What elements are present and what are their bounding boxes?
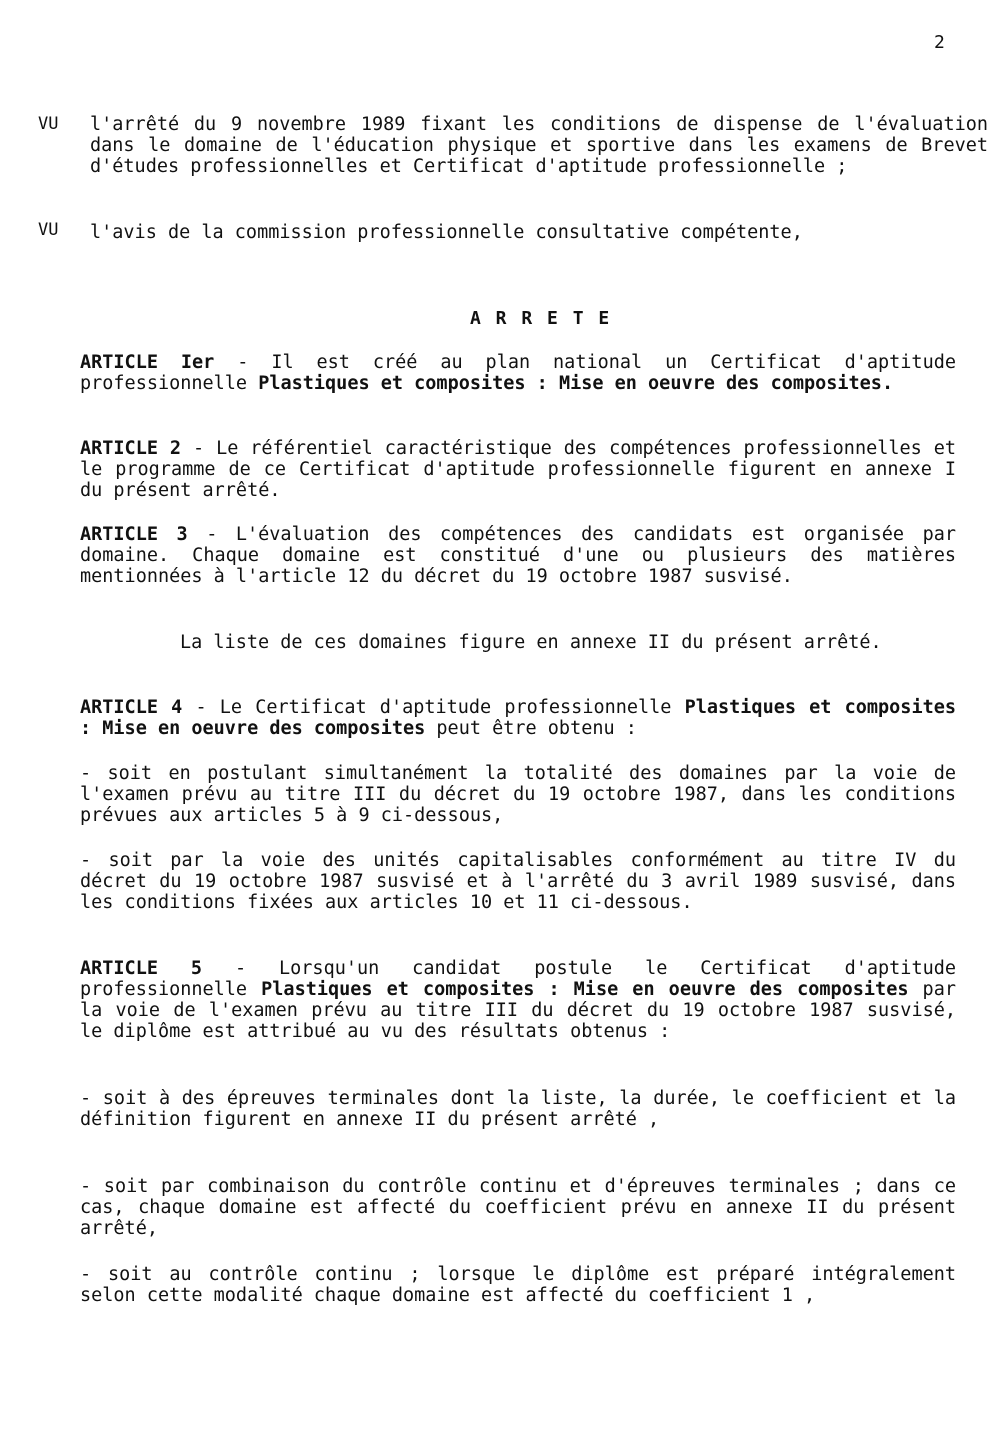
article-text: - Le référentiel caractéristique des compétences professionnelles et le programme de ce Certificat d'aptitude professionnelle figurent en annexe I du présent arrêté. <box>80 438 956 501</box>
article-label: ARTICLE 2 <box>80 438 182 459</box>
article-text: par la voie de l'examen prévu au titre III du décret du 19 octobre 1987 susvisé, le diplôme est attribué au vu des résultats obtenus : <box>80 979 956 1042</box>
list-item: - soit au contrôle continu ; lorsque le diplôme est préparé intégralement selon cette modalité chaque domaine est affecté du coefficient 1 , <box>80 1264 956 1306</box>
article-text: - Il est créé au plan national un Certificat d'aptitude professionnelle <box>80 352 956 394</box>
article-text: - Lorsqu'un candidat postule le Certificat d'aptitude professionnelle <box>80 958 956 1000</box>
vu-paragraph: l'avis de la commission professionnelle consultative compétente, <box>90 222 803 243</box>
article-2 <box>80 438 956 501</box>
vu-paragraph: l'arrêté du 9 novembre 1989 fixant les conditions de dispense de l'évaluation dans le domaine de l'éducation physique et sportive dans les examens de Brevet d'études professionnelles et Certificat d'aptitude professionnelle ; <box>90 114 988 177</box>
page-number: 2 <box>934 32 945 53</box>
article-3-paragraph: La liste de ces domaines figure en annexe II du présent arrêté. <box>180 632 882 653</box>
arrete-heading: A R R E T E <box>470 308 612 329</box>
vu-label: VU <box>38 114 59 134</box>
diploma-title: Plastiques et composites : Mise en oeuvre des composites <box>80 697 956 739</box>
vu-label: VU <box>38 220 59 240</box>
article-1 <box>80 352 956 394</box>
article-text: peut être obtenu : <box>425 718 637 739</box>
article-label: ARTICLE 5 <box>80 958 203 979</box>
diploma-title: Plastiques et composites : Mise en oeuvre des composites <box>261 979 909 1000</box>
article-3 <box>80 524 956 587</box>
list-item: - soit par la voie des unités capitalisables conformément au titre IV du décret du 19 octobre 1987 susvisé et à l'arrêté du 3 avril 1989 susvisé, dans les conditions fixées aux articles 10 et 11 ci-dessous. <box>80 850 956 913</box>
article-5 <box>80 958 956 1042</box>
article-text: - Le Certificat d'aptitude professionnelle <box>182 697 685 718</box>
article-text: - L'évaluation des compétences des candidats est organisée par domaine. Chaque domaine est constitué d'une ou plusieurs des matières mentionnées à l'article 12 du décret du 19 octobre 1987 susvisé. <box>80 524 956 587</box>
article-label: ARTICLE 3 <box>80 524 188 545</box>
diploma-title: Plastiques et composites : Mise en oeuvre des composites. <box>258 373 894 394</box>
article-4 <box>80 697 956 739</box>
article-label: ARTICLE 4 <box>80 697 183 718</box>
list-item: - soit en postulant simultanément la totalité des domaines par la voie de l'examen prévu au titre III du décret du 19 octobre 1987, dans les conditions prévues aux articles 5 à 9 ci-dessous, <box>80 763 956 826</box>
list-item: - soit à des épreuves terminales dont la liste, la durée, le coefficient et la définition figurent en annexe II du présent arrêté , <box>80 1088 956 1130</box>
list-item: - soit par combinaison du contrôle continu et d'épreuves terminales ; dans ce cas, chaque domaine est affecté du coefficient prévu en annexe II du présent arrêté, <box>80 1176 956 1239</box>
article-label: ARTICLE Ier <box>80 352 215 373</box>
